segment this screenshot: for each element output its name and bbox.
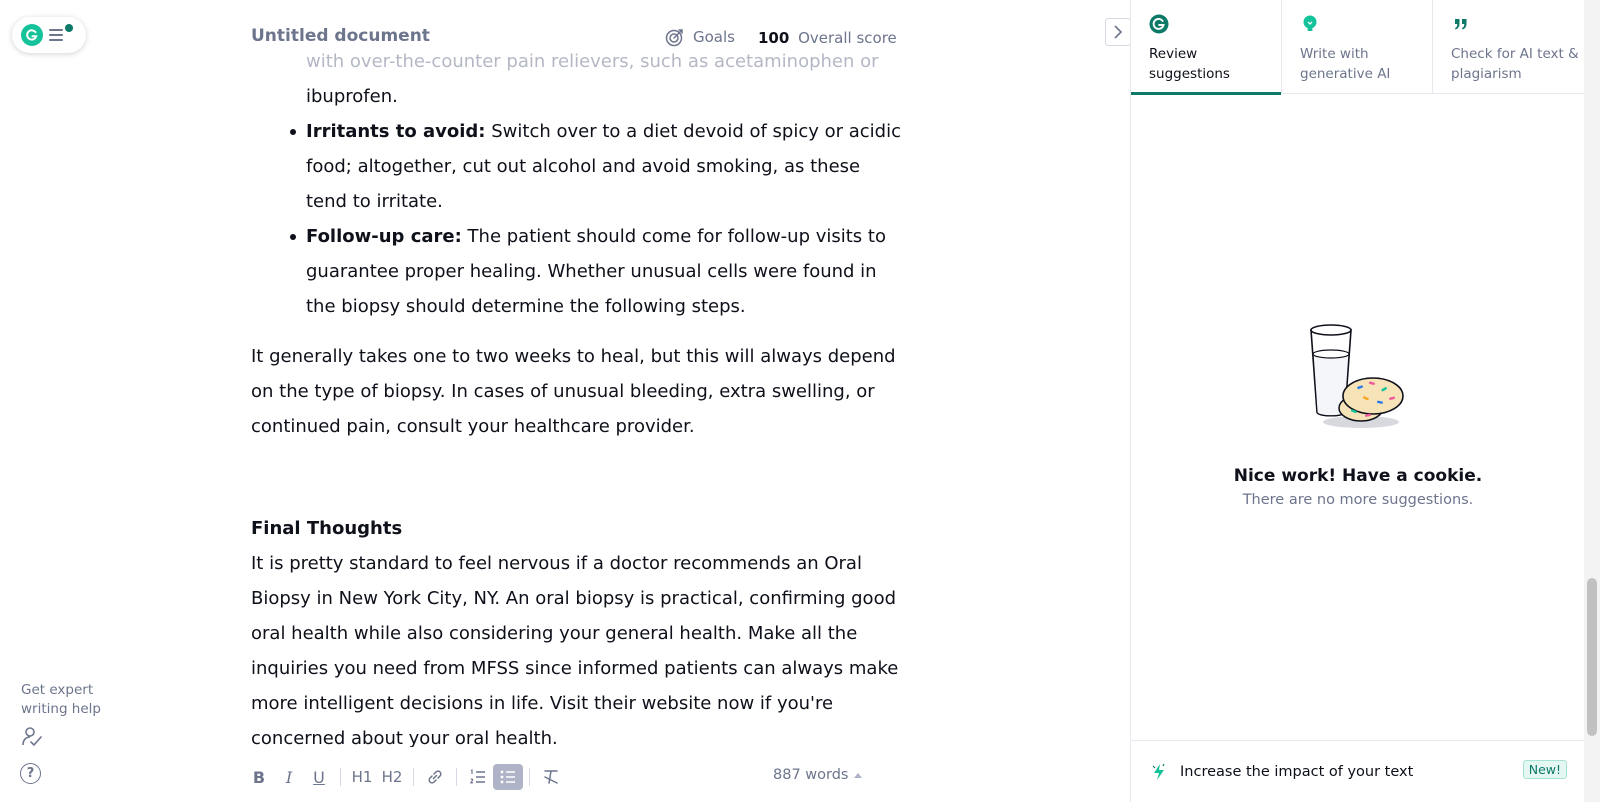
- collapse-panel-button[interactable]: [1105, 18, 1131, 46]
- list-item-title: Follow-up care:: [306, 226, 462, 247]
- list-item-title: Irritants to avoid:: [306, 121, 486, 142]
- paragraph: It generally takes one to two weeks to heal, but this will always depend on the type of biopsy. In cases of unusual bleeding, extra swelling, or continued pain, consult your healthcare provider.: [251, 346, 896, 437]
- expert-help-link[interactable]: Get expert writing help: [21, 682, 101, 717]
- document-editor[interactable]: [251, 44, 901, 747]
- tab-generative-ai[interactable]: [1282, 0, 1433, 94]
- grammarly-logo-icon: [21, 24, 43, 46]
- grammarly-menu-button[interactable]: [12, 17, 86, 53]
- heading-1-button[interactable]: H1: [351, 768, 373, 786]
- assistant-tabs: [1131, 0, 1584, 94]
- toolbar-divider: [340, 768, 341, 786]
- quote-icon: [1451, 14, 1471, 34]
- new-badge: New!: [1523, 760, 1567, 779]
- word-count-label: 887 words: [773, 767, 849, 783]
- tab-label: Review suggestions: [1149, 46, 1230, 82]
- heading-2-button[interactable]: H2: [381, 768, 403, 786]
- list-item-fragment: ibuprofen.: [306, 86, 398, 107]
- toolbar-divider: [413, 768, 414, 786]
- underline-button[interactable]: U: [313, 767, 325, 787]
- score-value: 100: [758, 29, 790, 47]
- scrollbar-thumb[interactable]: [1587, 578, 1597, 736]
- tab-ai-plagiarism-check[interactable]: [1433, 0, 1584, 94]
- formatting-toolbar: [244, 762, 566, 792]
- impact-label: Increase the impact of your text: [1180, 763, 1414, 780]
- list-item: [306, 219, 901, 324]
- tab-label: Write with generative AI: [1300, 46, 1391, 82]
- toolbar-divider: [529, 768, 530, 786]
- list-item-body: Switch over to a diet devoid of spicy or acidic food; altogether, cut out alcohol and avoid smoking, as these tend to irritate.: [306, 121, 901, 212]
- empty-state-title: Nice work! Have a cookie.: [1233, 466, 1483, 486]
- lightning-icon: [1152, 763, 1166, 781]
- link-button[interactable]: [420, 764, 450, 790]
- faded-text-line: with over-the-counter pain relievers, such as acetaminophen or: [306, 51, 879, 72]
- list-item-body: The patient should come for follow-up visits to guarantee proper healing. Whether unusual cells were found in the biopsy should determine the following steps.: [306, 226, 886, 317]
- bulleted-list-icon: [499, 768, 517, 786]
- lightbulb-icon: [1300, 14, 1320, 34]
- grammarly-g-icon: [1149, 14, 1169, 34]
- goals-label: Goals: [693, 28, 735, 46]
- link-icon: [426, 768, 444, 786]
- chevron-right-icon: [1113, 25, 1123, 39]
- tab-review-suggestions[interactable]: [1131, 0, 1282, 94]
- assistant-panel: [1130, 0, 1584, 802]
- bullet-list: [306, 79, 901, 324]
- expert-person-icon[interactable]: [21, 726, 43, 748]
- numbered-list-button[interactable]: [463, 764, 493, 790]
- help-icon[interactable]: ?: [20, 763, 41, 784]
- bold-button[interactable]: B: [252, 767, 266, 787]
- clear-formatting-button[interactable]: [536, 764, 566, 790]
- score-label: Overall score: [798, 29, 897, 47]
- hamburger-menu-icon: [49, 26, 73, 44]
- increase-impact-button[interactable]: [1131, 740, 1585, 802]
- caret-up-icon: [854, 773, 862, 778]
- document-title[interactable]: Untitled document: [251, 26, 430, 46]
- italic-button[interactable]: I: [285, 767, 293, 787]
- milk-and-cookie-illustration: [1299, 322, 1409, 432]
- notification-dot: [65, 24, 73, 32]
- word-count-button[interactable]: [773, 767, 862, 783]
- list-item: [306, 114, 901, 219]
- section-heading: Final Thoughts: [251, 518, 403, 539]
- numbered-list-icon: [469, 768, 487, 786]
- toolbar-divider: [456, 768, 457, 786]
- clear-formatting-icon: [542, 768, 560, 786]
- bulleted-list-button[interactable]: [493, 764, 523, 790]
- tab-label: Check for AI text & plagiarism: [1451, 46, 1579, 82]
- paragraph: It is pretty standard to feel nervous if a doctor recommends an Oral Biopsy in New York City, NY. An oral biopsy is practical, confirming good oral health while also considering your general health. Make all the inquiries you need from MFSS since informed patients can always make more intelligent decisions in life. Visit their website now if you're concerned about your oral health.: [251, 553, 899, 747]
- empty-state-subtitle: There are no more suggestions.: [1242, 492, 1474, 508]
